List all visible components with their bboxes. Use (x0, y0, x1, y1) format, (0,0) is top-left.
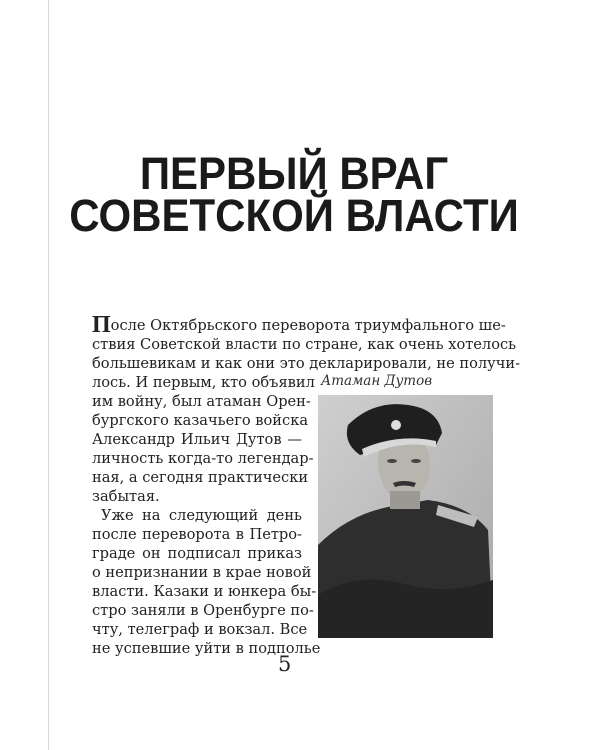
photo-caption: Атаман Дутов (321, 373, 433, 389)
body-line: бургского казачьего войска (92, 412, 309, 429)
body-line: власти. Казаки и юнкера бы- (92, 583, 317, 600)
body-line: забытая. (92, 488, 160, 505)
drop-cap: П (92, 312, 111, 338)
chapter-title-line-2: СОВЕТСКОЙ ВЛАСТИ (69, 190, 519, 241)
body-line: им войну, был атаман Орен- (92, 393, 311, 410)
body-line (92, 312, 506, 338)
chapter-title-line-1: ПЕРВЫЙ ВРАГ (139, 148, 449, 199)
body-line: после переворота в Петро- (92, 526, 302, 543)
body-line: Александр Ильич Дутов — (92, 431, 302, 448)
body-line: ная, а сегодня практически (92, 469, 309, 486)
body-line: не успевшие уйти в подполье (92, 640, 321, 657)
body-line: Уже на следующий день (101, 507, 302, 524)
body-line: лось. И первым, кто объявил (92, 374, 315, 391)
page-edge (48, 0, 49, 750)
portrait-photo (318, 395, 493, 638)
body-line: стро заняли в Оренбурге по- (92, 602, 314, 619)
body-line: о непризнании в крае новой (92, 564, 312, 581)
body-line: ствия Советской власти по стране, как очень хотелось (92, 336, 517, 353)
body-line: чту, телеграф и вокзал. Все (92, 621, 308, 638)
body-line: граде он подписал приказ (92, 545, 302, 562)
body-line: личность когда-то легендар- (92, 450, 314, 467)
body-line: большевикам и как они это декларировали, не получи- (92, 355, 521, 372)
body-line-text: осле Октябрьского переворота триумфального ше- (110, 317, 506, 334)
page-number: 5 (278, 652, 292, 676)
